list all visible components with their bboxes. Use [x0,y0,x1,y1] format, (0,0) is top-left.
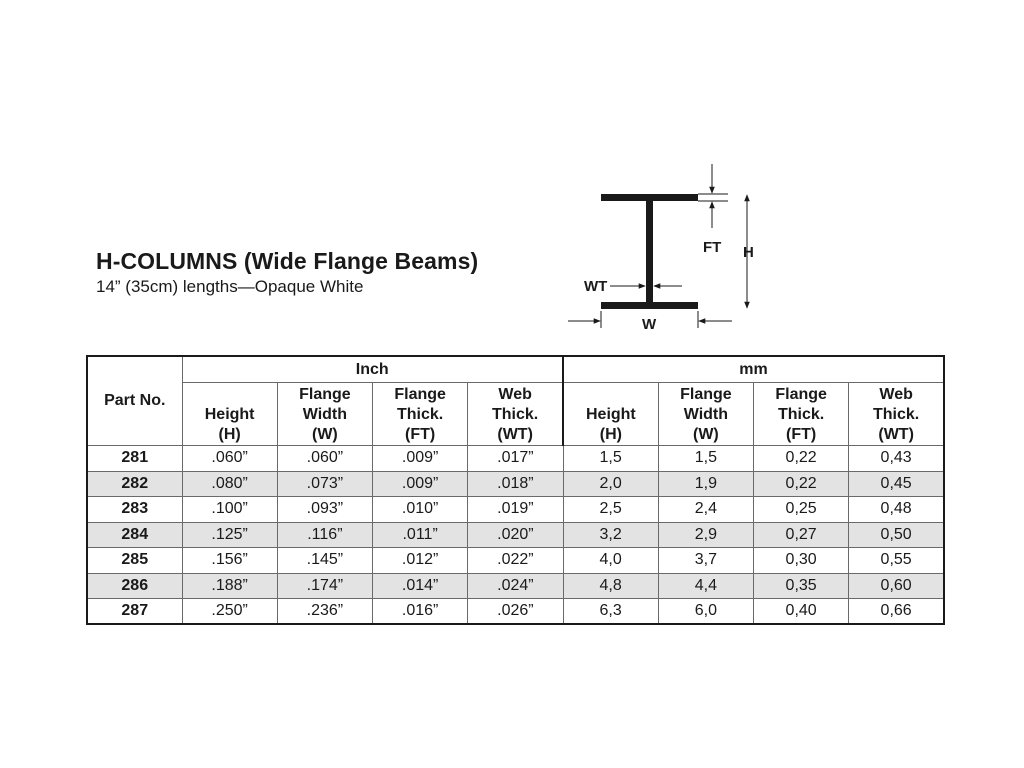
table-cell: 2,0 [563,471,658,497]
column-header-line: (W) [692,426,719,443]
ft-label: FT [703,239,722,256]
table-cell: .024” [468,573,563,599]
table-cell: .093” [277,497,372,523]
column-header-line: Thick. [778,406,825,423]
part-number-cell: 282 [87,471,182,497]
column-header-line: (WT) [878,426,914,443]
table-cell: 0,60 [849,573,944,599]
table-cell: 3,2 [563,522,658,548]
column-header [373,383,468,446]
table-cell: .073” [277,471,372,497]
table-cell: 0,27 [754,522,849,548]
column-header-line: (FT) [786,426,817,443]
table-cell: 0,55 [849,548,944,574]
table-row [87,446,944,472]
table-cell: .250” [182,599,277,625]
column-header-line: Web [879,386,913,403]
w-label: W [642,316,657,333]
table-cell: 4,4 [658,573,753,599]
column-header-line: Thick. [397,406,444,423]
part-number-cell: 287 [87,599,182,625]
column-header-line: (FT) [405,426,436,443]
table-cell: .011” [373,522,468,548]
column-header-line: Flange [394,386,446,403]
column-header-line: Web [498,386,532,403]
table-cell: 1,9 [658,471,753,497]
table-cell: 0,25 [754,497,849,523]
part-number-cell: 285 [87,548,182,574]
column-header-line: Flange [680,386,732,403]
table-cell: .010” [373,497,468,523]
h-label: H [743,244,754,261]
part-number-cell: 286 [87,573,182,599]
table-cell: .017” [468,446,563,472]
table-cell: .060” [277,446,372,472]
table-cell: .020” [468,522,563,548]
table-cell: .012” [373,548,468,574]
table-cell: .019” [468,497,563,523]
table-cell: .156” [182,548,277,574]
table-cell: .174” [277,573,372,599]
column-header-line: Flange [775,386,827,403]
h-column-spec-table [86,355,945,625]
web-shape [646,201,653,302]
table-row [87,471,944,497]
table-cell: .116” [277,522,372,548]
column-header-line: (W) [311,426,338,443]
table-cell: 2,9 [658,522,753,548]
table-cell: 6,0 [658,599,753,625]
table-cell: .080” [182,471,277,497]
table-cell: 0,50 [849,522,944,548]
table-cell: 0,43 [849,446,944,472]
table-cell: .145” [277,548,372,574]
table-cell: 1,5 [658,446,753,472]
part-number-header: Part No. [87,356,182,446]
table-cell: 0,30 [754,548,849,574]
column-header-line: Thick. [492,406,539,423]
table-row [87,522,944,548]
product-subtitle: 14” (35cm) lengths—Opaque White [96,277,364,296]
part-number-cell: 284 [87,522,182,548]
table-cell: 4,8 [563,573,658,599]
h-column-diagram [560,160,790,340]
table-cell: .026” [468,599,563,625]
column-header [277,383,372,446]
bottom-flange-shape [601,302,698,309]
table-cell: .016” [373,599,468,625]
table-row [87,599,944,625]
table-cell: .188” [182,573,277,599]
column-header-line: Width [683,406,729,423]
table-cell: .125” [182,522,277,548]
top-flange-shape [601,194,698,201]
table-cell: .100” [182,497,277,523]
column-header [658,383,753,446]
column-header [563,383,658,446]
table-cell: 4,0 [563,548,658,574]
table-cell: .236” [277,599,372,625]
column-header [754,383,849,446]
table-row [87,548,944,574]
table-cell: .009” [373,446,468,472]
column-header [468,383,563,446]
table-cell: 0,22 [754,471,849,497]
column-header [182,383,277,446]
column-header-line: Height [204,406,255,423]
table-cell: 0,48 [849,497,944,523]
column-header [849,383,944,446]
column-header-line: Width [302,406,348,423]
table-cell: .009” [373,471,468,497]
table-cell: .014” [373,573,468,599]
table-row [87,573,944,599]
table-cell: .060” [182,446,277,472]
table-cell: 6,3 [563,599,658,625]
table-cell: 0,40 [754,599,849,625]
table-cell: 2,5 [563,497,658,523]
table-cell: 0,45 [849,471,944,497]
table-cell: .022” [468,548,563,574]
table-row [87,497,944,523]
part-number-cell: 283 [87,497,182,523]
column-header-line: Flange [299,386,351,403]
table-cell: .018” [468,471,563,497]
column-header-line: Height [585,406,636,423]
column-header-line: Thick. [873,406,920,423]
column-header-line: (H) [218,426,241,443]
table-cell: 3,7 [658,548,753,574]
column-header-line: (WT) [497,426,533,443]
column-header-line: (H) [599,426,622,443]
table-cell: 0,35 [754,573,849,599]
part-number-cell: 281 [87,446,182,472]
mm-group-header: mm [563,356,944,383]
table-cell: 0,22 [754,446,849,472]
inch-group-header: Inch [182,356,563,383]
table-cell: 1,5 [563,446,658,472]
table-cell: 0,66 [849,599,944,625]
product-title: H-COLUMNS (Wide Flange Beams) [96,248,479,274]
table-cell: 2,4 [658,497,753,523]
wt-label: WT [584,278,608,295]
